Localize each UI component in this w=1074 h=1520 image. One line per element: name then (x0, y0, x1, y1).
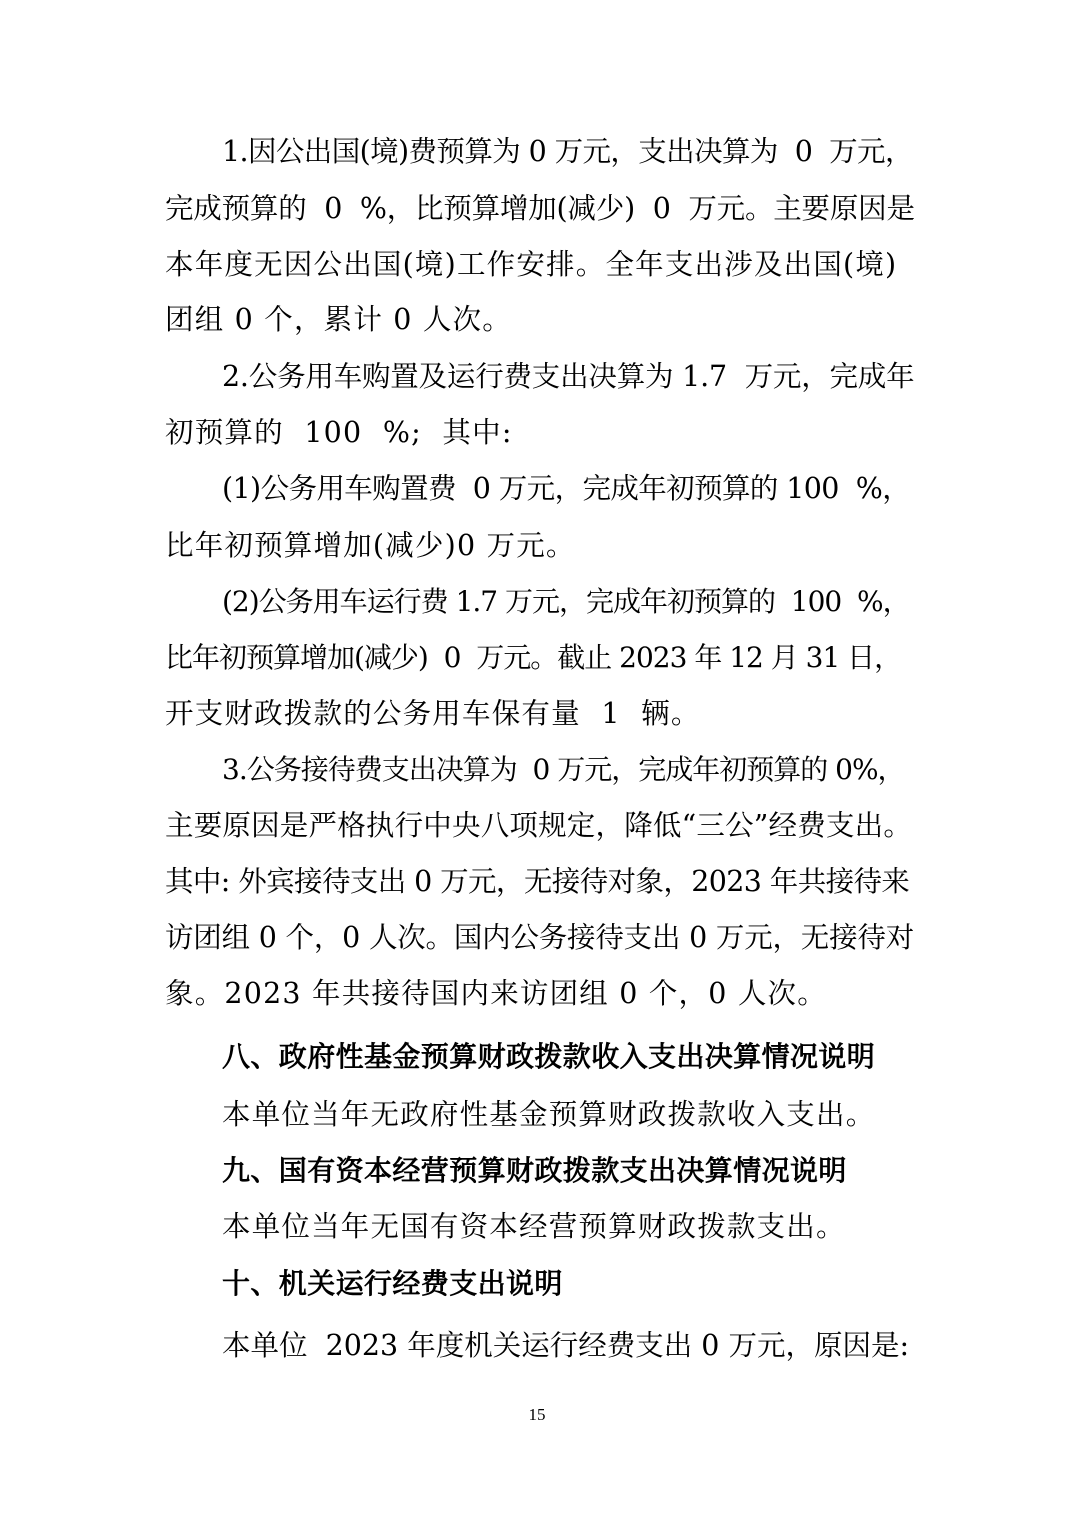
text-line: 本年度无因公出国(境)工作安排。全年支出涉及出国(境) (165, 248, 898, 281)
text-line: 象。2023 年共接待国内来访团组 0 个，0 人次。 (165, 977, 827, 1010)
text-line: 主要原因是严格执行中央八项规定，降低“三公”经费支出。 (165, 809, 913, 842)
text-line: 访团组 0 个，0 人次。国内公务接待支出 0 万元，无接待对 (165, 921, 914, 954)
text-line: 开支财政拨款的公务用车保有量 1 辆。 (165, 697, 701, 730)
section-heading: 八、政府性基金预算财政拨款收入支出决算情况说明 (222, 1040, 876, 1073)
text-line: 初预算的 100 %; 其中: (165, 416, 513, 449)
text-line: 1.因公出国(境)费预算为 0 万元，支出决算为 0 万元， (222, 135, 913, 168)
text-line: 3.公务接待费支出决算为 0 万元，完成年初预算的 0%， (222, 753, 905, 786)
text-line: 其中: 外宾接待支出 0 万元，无接待对象，2023 年共接待来 (165, 865, 910, 898)
text-line: 完成预算的 0 %，比预算增加(减少) 0 万元。主要原因是 (165, 192, 915, 225)
text-line: (1)公务用车购置费 0 万元，完成年初预算的 100 %， (222, 472, 911, 505)
text-line: 2.公务用车购置及运行费支出决算为 1.7 万元，完成年 (222, 360, 915, 393)
text-line: 比年初预算增加(减少) 0 万元。截止 2023 年 12 月 31 日， (165, 641, 902, 674)
section-heading: 十、机关运行经费支出说明 (222, 1267, 563, 1300)
page-number: 15 (528, 1405, 546, 1424)
text-line: 比年初预算增加(减少)0 万元。 (165, 529, 576, 562)
text-line: 本单位 2023 年度机关运行经费支出 0 万元，原因是: (222, 1329, 910, 1362)
section-heading: 九、国有资本经营预算财政拨款支出决算情况说明 (222, 1154, 847, 1187)
text-line: 本单位当年无国有资本经营预算财政拨款支出。 (222, 1210, 846, 1243)
text-line: 本单位当年无政府性基金预算财政拨款收入支出。 (222, 1098, 876, 1131)
text-line: (2)公务用车运行费 1.7 万元，完成年初预算的 100 %， (222, 585, 910, 618)
text-line: 团组 0 个，累计 0 人次。 (165, 303, 513, 336)
